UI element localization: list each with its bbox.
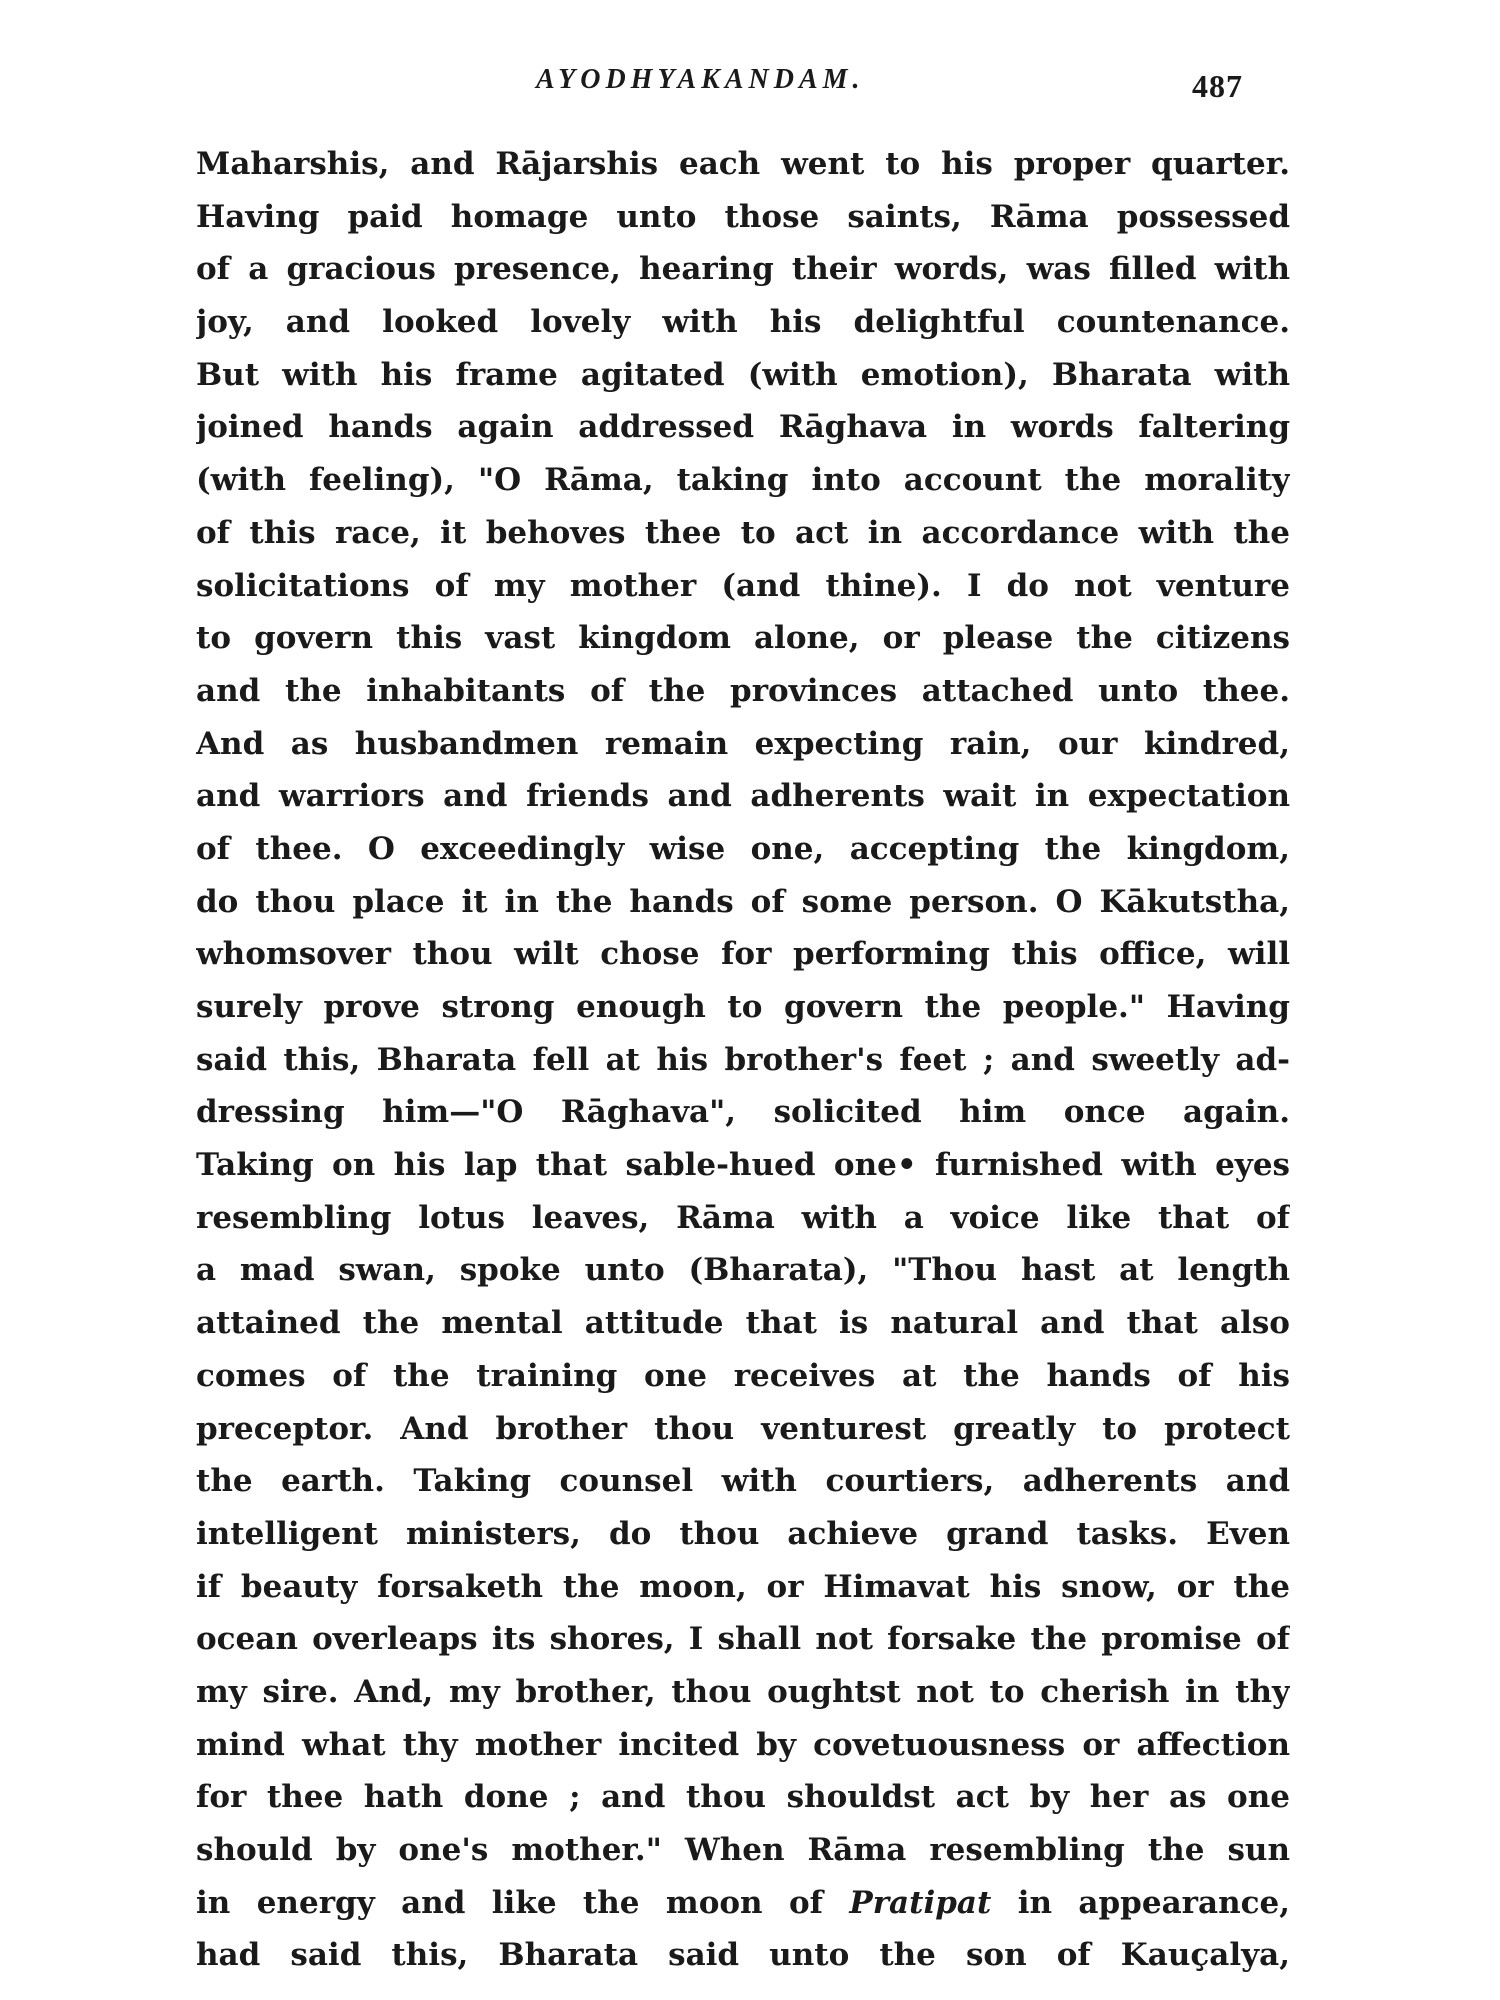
text-line: attained the mental attitude that is natural and that also: [196, 1305, 1290, 1342]
body-text: [196, 138, 1290, 1982]
text-line: and warriors and friends and adherents wait in expectation: [196, 778, 1290, 815]
italic-word: Pratipat: [849, 1884, 992, 1921]
text-line: joined hands again addressed Rāghava in words faltering: [196, 409, 1290, 446]
text-line: resembling lotus leaves, Rāma with a voice like that of: [196, 1199, 1290, 1236]
text-line: do thou place it in the hands of some person. O Kākutstha,: [196, 883, 1290, 920]
text-line: had said this, Bharata said unto the son of Kauçalya,: [196, 1937, 1290, 1974]
text-line: Taking on his lap that sable-hued one• furnished with eyes: [196, 1147, 1290, 1184]
text-line: surely prove strong enough to govern the people." Having: [196, 989, 1290, 1025]
text-line: Having paid homage unto those saints, Rāma possessed: [196, 198, 1290, 235]
text-line: should by one's mother." When Rāma resembling the sun: [196, 1832, 1290, 1868]
text-line-with-italic: [196, 1877, 1290, 1930]
text-line: joy, and looked lovely with his delightful countenance.: [196, 304, 1290, 341]
text-line: my sire. And, my brother, thou oughtst not to cherish in thy: [196, 1673, 1290, 1710]
text-line: the earth. Taking counsel with courtiers, adherents and: [196, 1463, 1290, 1500]
text-line: solicitations of my mother (and thine). I do not venture: [196, 567, 1290, 604]
text-line: mind what thy mother incited by covetuousness or affection: [196, 1726, 1290, 1763]
text-line: whomsover thou wilt chose for performing this office, will: [196, 936, 1290, 973]
text-line: to govern this vast kingdom alone, or please the citizens: [196, 620, 1290, 657]
page-number: 487: [1192, 68, 1243, 104]
running-head: [0, 58, 1500, 108]
text-line: of this race, it behoves thee to act in accordance with the: [196, 514, 1290, 551]
text-fragment: in appearance,: [991, 1884, 1290, 1921]
text-line: a mad swan, spoke unto (Bharata), "Thou hast at length: [196, 1252, 1290, 1289]
text-line: (with feeling), "O Rāma, taking into account the morality: [196, 462, 1290, 499]
text-line: intelligent ministers, do thou achieve grand tasks. Even: [196, 1515, 1290, 1552]
text-line: And as husbandmen remain expecting rain, our kindred,: [196, 725, 1290, 762]
text-line: dressing him—"O Rāghava", solicited him once again.: [196, 1094, 1290, 1131]
text-line: and the inhabitants of the provinces attached unto thee.: [196, 672, 1290, 709]
text-line: said this, Bharata fell at his brother's feet ; and sweetly ad-: [196, 1041, 1290, 1078]
text-line: for thee hath done ; and thou shouldst act by her as one: [196, 1779, 1290, 1816]
text-line: Maharshis, and Rājarshis each went to his proper quarter.: [196, 146, 1290, 182]
running-title: AYODHYAKANDAM.: [536, 64, 865, 95]
text-line: if beauty forsaketh the moon, or Himavat his snow, or the: [196, 1568, 1290, 1605]
text-line: comes of the training one receives at the hands of his: [196, 1357, 1290, 1394]
text-line: preceptor. And brother thou venturest greatly to protect: [196, 1410, 1290, 1447]
text-line: But with his frame agitated (with emotion), Bharata with: [196, 356, 1290, 393]
text-line: of thee. O exceedingly wise one, accepting the kingdom,: [196, 830, 1290, 867]
text-line: ocean overleaps its shores, I shall not forsake the promise of: [196, 1621, 1290, 1658]
text-fragment: in energy and like the moon of: [196, 1884, 850, 1921]
text-line: of a gracious presence, hearing their words, was filled with: [196, 251, 1290, 288]
